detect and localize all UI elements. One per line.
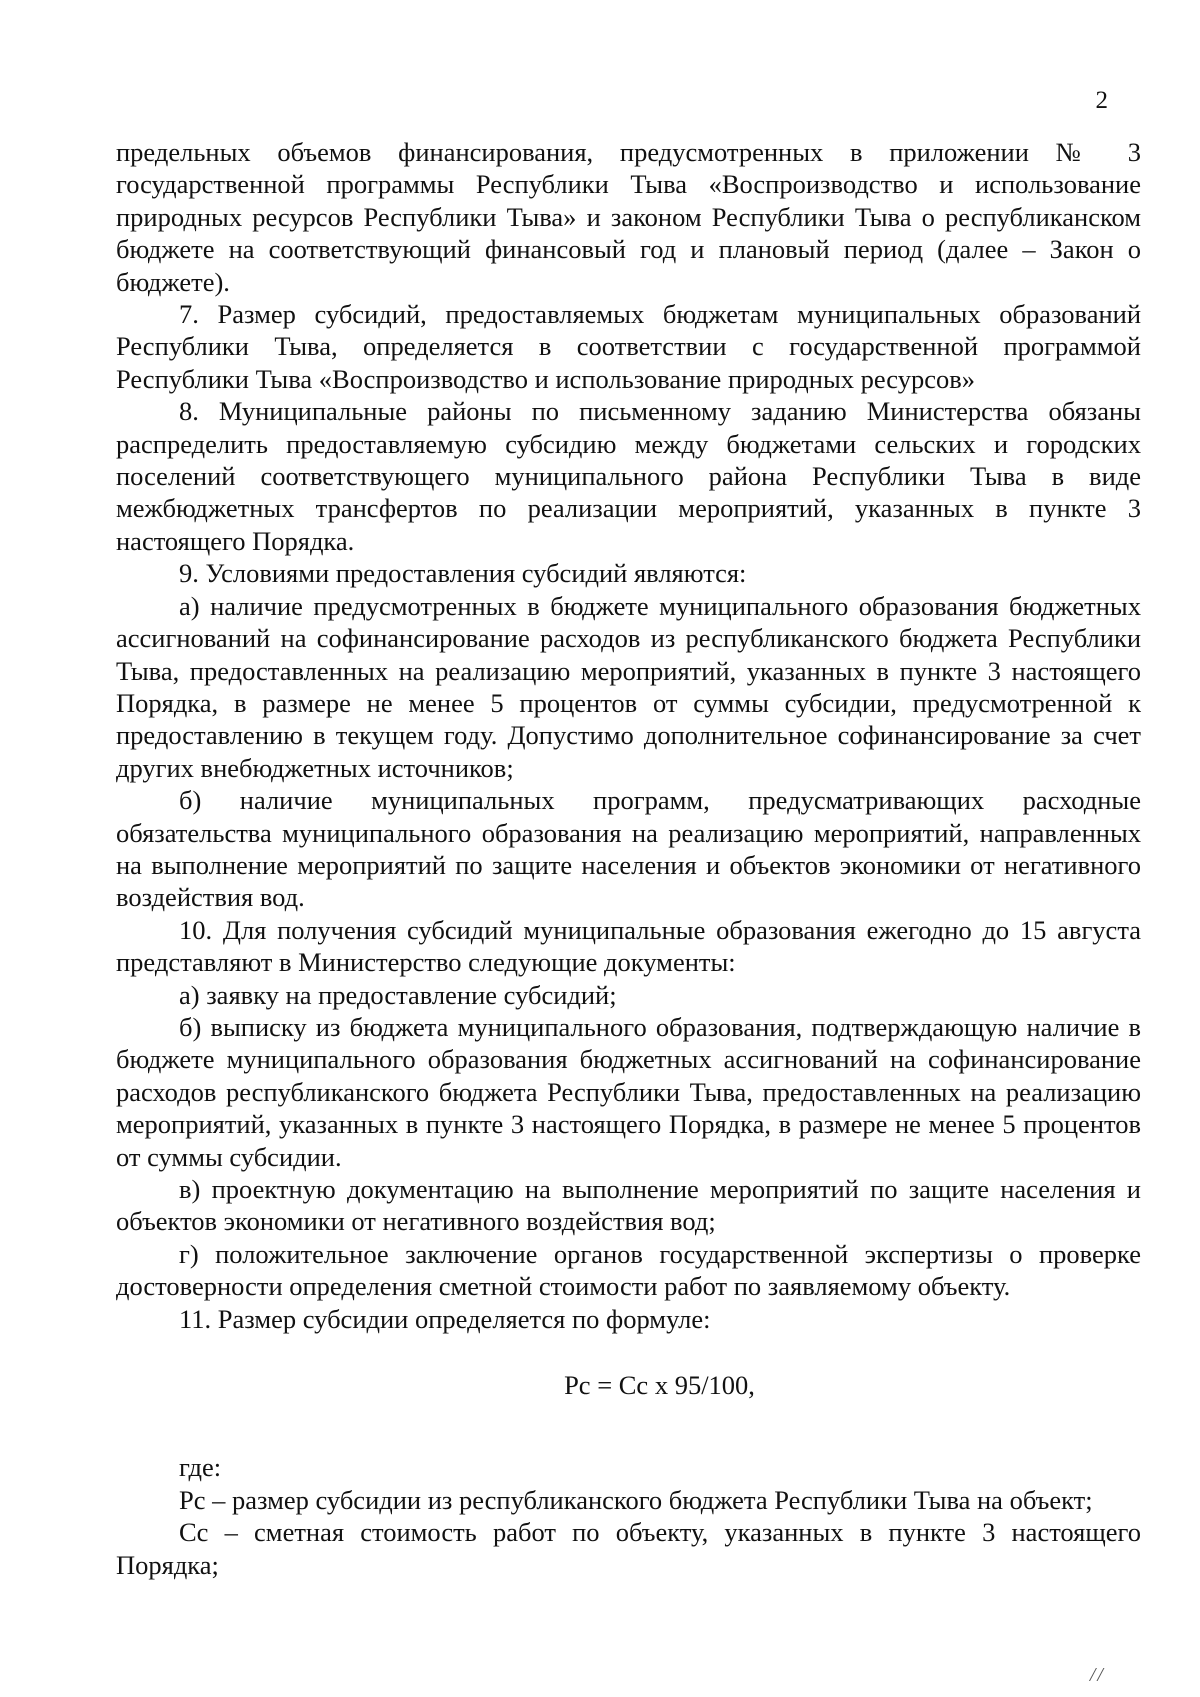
paragraph-item-10b: б) выписку из бюджета муниципального образования, подтверждающую наличие в бюджете муниципального образования бюджетных ассигнований на софинансирование расходов республиканского бюджета Республики Тыва, предоставленных на реализацию мероприятий, указанных в пункте 3 настоящего Порядка, в размере не менее 5 процентов от суммы субсидии. — [116, 1011, 1141, 1172]
subsidy-formula: Pс = Cс x 95/100, — [564, 1370, 755, 1401]
paragraph-item-10a: а) заявку на предоставление субсидий; — [179, 979, 617, 1010]
paragraph-item-9b: б) наличие муниципальных программ, предусматривающих расходные обязательства муниципального образования на реализацию мероприятий, направленных на выполнение мероприятий по защите населения и объектов экономики от негативного воздействия вод. — [116, 785, 1141, 913]
handwritten-mark: // — [1089, 1664, 1105, 1686]
page-number: 2 — [1095, 87, 1108, 114]
paragraph-continuation: предельных объемов финансирования, предусмотренных в приложении № 3 государственной программы Республики Тыва «Воспроизводство и использование природных ресурсов Республики Тыва» и законом Республики Тыва о республиканском бюджете на соответствующий финансовый год и плановый период (далее – Закон о бюджете). — [116, 137, 1141, 297]
paragraph-item-7: 7. Размер субсидий, предоставляемых бюджетам муниципальных образований Республики Тыва, определяется в соответствии с государственной программой Республики Тыва «Воспроизводство и использование природных ресурсов» — [116, 299, 1141, 394]
paragraph-item-9: 9. Условиями предоставления субсидий являются: — [179, 558, 747, 589]
paragraph-item-10g: г) положительное заключение органов государственной экспертизы о проверке достоверности определения сметной стоимости работ по заявляемому объекту. — [116, 1238, 1141, 1302]
paragraph-item-10v: в) проектную документацию на выполнение мероприятий по защите населения и объектов экономики от негативного воздействия вод; — [116, 1174, 1141, 1237]
paragraph-item-11: 11. Размер субсидии определяется по формуле: — [179, 1303, 711, 1334]
paragraph-item-8: 8. Муниципальные районы по письменному заданию Министерства обязаны распределить предоставляемую субсидию между бюджетами сельских и городских поселений соответствующего муниципального района Республики Тыва в виде межбюджетных трансфертов по реализации мероприятий, указанных в пункте 3 настоящего Порядка. — [116, 396, 1141, 556]
paragraph-item-10: 10. Для получения субсидий муниципальные образования ежегодно до 15 августа представляют в Министерство следующие документы: — [116, 914, 1141, 978]
document-body — [116, 136, 1141, 1581]
definition-pc: Pс – размер субсидии из республиканского бюджета Республики Тыва на объект; — [179, 1484, 1093, 1515]
definition-cc: Cс – сметная стоимость работ по объекту, указанных в пункте 3 настоящего Порядка; — [116, 1517, 1141, 1580]
paragraph-where: где: — [179, 1452, 222, 1483]
paragraph-item-9a: а) наличие предусмотренных в бюджете муниципального образования бюджетных ассигнований на софинансирование расходов из республиканского бюджета Республики Тыва, предоставленных на реализацию мероприятий, указанных в пункте 3 настоящего Порядка, в размере не менее 5 процентов от суммы субсидии, предусмотренной к предоставлению в текущем году. Допустимо дополнительное софинансирование за счет других внебюджетных источников; — [116, 590, 1141, 783]
